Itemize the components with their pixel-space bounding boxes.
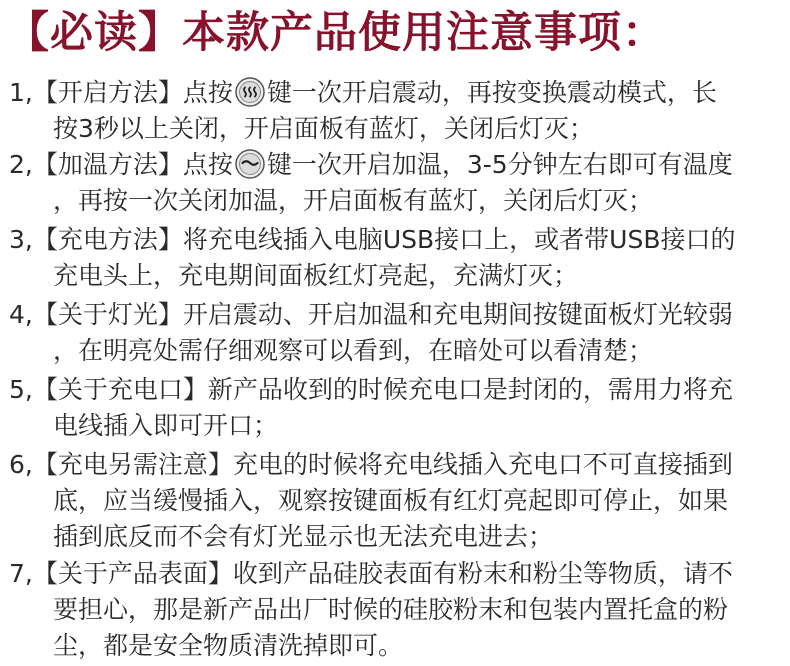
item-7-line-3: 尘，都是安全物质清洗掉即可。 [53, 631, 404, 660]
item-5-line-2: 电线插入即可开口； [53, 411, 279, 440]
vibration-icon [235, 77, 265, 107]
item-2-line-2: ，再按一次关闭加温，开启面板有蓝灯，关闭后灯灭； [53, 186, 654, 215]
item-7-line-1: 7,【关于产品表面】收到产品硅胶表面有粉末和粉尘等物质，请不 [9, 559, 733, 588]
item-1-line-1 [9, 76, 717, 110]
item-2-text-b: 键一次开启加温，3-5分钟左右即可有温度 [266, 150, 733, 179]
item-3-line-1: 3,【充电方法】将充电线插入电脑USB接口上，或者带USB接口的 [9, 225, 736, 254]
item-6-line-1: 6,【充电另需注意】充电的时候将充电线插入充电口不可直接插到 [9, 450, 733, 479]
page-title: 【必读】本款产品使用注意事项： [6, 8, 666, 58]
item-3-line-2: 充电头上，充电期间面板红灯亮起，充满灯灭； [53, 261, 579, 290]
item-6-line-3: 插到底反而不会有灯光显示也无法充电进去； [53, 522, 554, 551]
item-4-line-1: 4,【关于灯光】开启震动、开启加温和充电期间按键面板灯光较弱 [9, 300, 733, 329]
item-5-line-1: 5,【关于充电口】新产品收到的时候充电口是封闭的，需用力将充 [9, 375, 733, 404]
item-2-text-a: 2,【加温方法】点按 [9, 150, 233, 179]
item-4-line-2: ，在明亮处需仔细观察可以看到，在暗处可以看清楚； [53, 336, 654, 365]
item-1-line-2: 按3秒以上关闭，开启面板有蓝灯，关闭后灯灭； [53, 114, 594, 143]
item-1-text-b: 键一次开启震动，再按变换震动模式，长 [266, 78, 717, 107]
item-1-text-a: 1,【开启方法】点按 [9, 78, 233, 107]
item-7-line-2: 要担心，那是新产品出厂时候的硅胶粉末和包装内置托盒的粉 [53, 595, 729, 624]
item-6-line-2: 底，应当缓慢插入，观察按键面板有红灯亮起即可停止，如果 [53, 486, 729, 515]
item-2-line-1 [9, 148, 733, 182]
heating-icon [235, 149, 265, 179]
